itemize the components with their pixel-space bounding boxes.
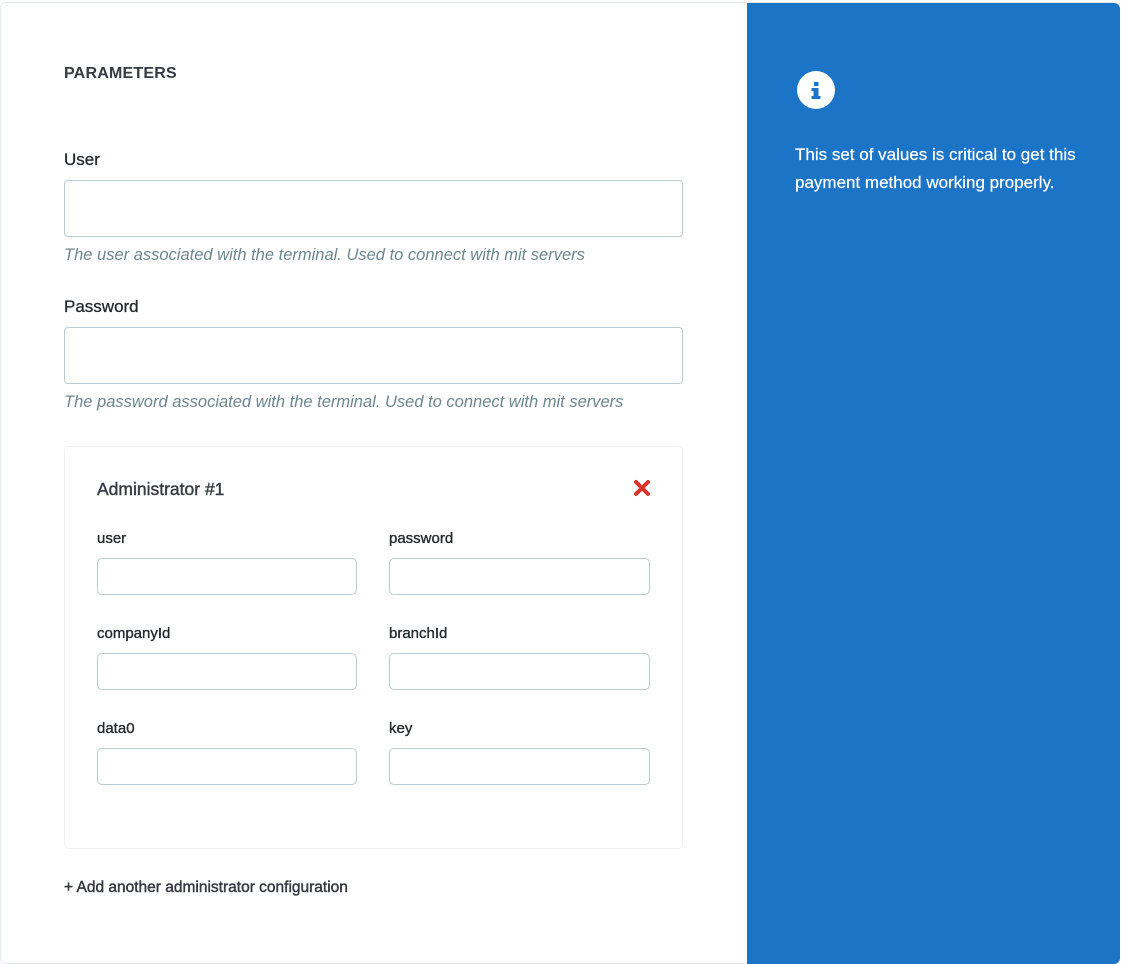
- close-x-icon: [632, 478, 652, 498]
- admin-companyid-input[interactable]: [97, 653, 357, 690]
- admin-key-input[interactable]: [389, 748, 650, 785]
- admin-user-label: user: [97, 530, 127, 547]
- remove-administrator-button[interactable]: [632, 478, 652, 498]
- password-input[interactable]: [64, 327, 683, 384]
- password-label: Password: [64, 297, 139, 316]
- info-text: This set of values is critical to get this payment method working properly.: [795, 145, 1076, 192]
- password-help-text: The password associated with the terminal. Used to connect with mit servers: [64, 393, 624, 411]
- administrator-title: Administrator #1: [97, 479, 225, 499]
- info-icon: [797, 71, 835, 109]
- add-administrator-link[interactable]: + Add another administrator configuration: [64, 879, 348, 896]
- info-panel: [747, 3, 1120, 964]
- admin-password-label: password: [389, 530, 454, 547]
- admin-branchid-input[interactable]: [389, 653, 650, 690]
- admin-user-input[interactable]: [97, 558, 357, 595]
- admin-key-label: key: [389, 720, 413, 737]
- admin-companyid-label: companyId: [97, 625, 171, 642]
- administrator-config-box: [64, 446, 683, 849]
- admin-data0-label: data0: [97, 720, 135, 737]
- user-help-text: The user associated with the terminal. Used to connect with mit servers: [64, 246, 585, 264]
- user-input[interactable]: [64, 180, 683, 237]
- admin-data0-input[interactable]: [97, 748, 357, 785]
- admin-branchid-label: branchId: [389, 625, 448, 642]
- user-label: User: [64, 150, 100, 169]
- admin-password-input[interactable]: [389, 558, 650, 595]
- section-title: PARAMETERS: [64, 65, 177, 82]
